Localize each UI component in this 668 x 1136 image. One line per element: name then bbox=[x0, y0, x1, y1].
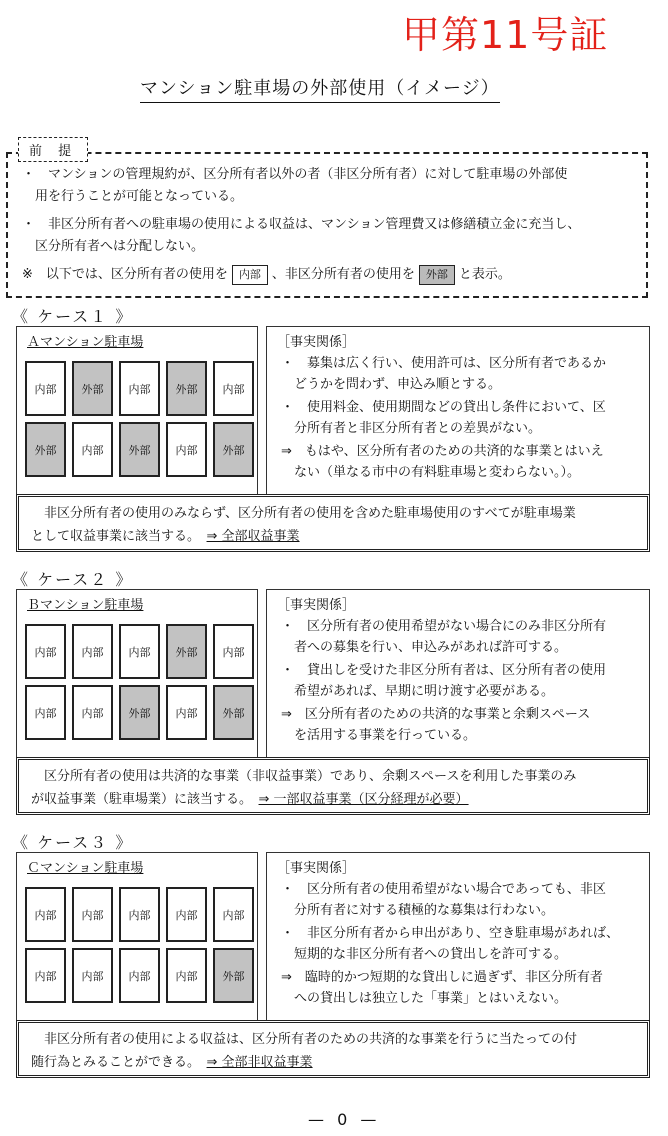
parking-space-internal: 内部 bbox=[72, 685, 113, 740]
parking-lot bbox=[16, 326, 258, 495]
parking-space-internal: 内部 bbox=[119, 948, 160, 1003]
page-title: マンション駐車場の外部使用（イメージ） bbox=[140, 78, 500, 103]
parking-space-internal: 内部 bbox=[72, 422, 113, 477]
parking-space-external: 外部 bbox=[25, 422, 66, 477]
facts-heading: ［事実関係］ bbox=[277, 598, 356, 613]
conclusion-text-part: として収益事業に該当する。 bbox=[31, 529, 194, 544]
premise-line: ・ 非区分所有者への駐車場の使用による収益は、マンション管理費又は修繕積立金に充当し、 bbox=[22, 217, 581, 232]
parking-space-external: 外部 bbox=[72, 361, 113, 416]
outer-legend: 外部 bbox=[419, 265, 455, 285]
parking-space-external: 外部 bbox=[166, 361, 207, 416]
case-heading: 《 ケース２ 》 bbox=[12, 570, 134, 589]
fact-line: 者への募集を行い、申込みがあれば許可する。 bbox=[281, 640, 568, 655]
facts-box bbox=[266, 852, 650, 1021]
fact-line: ・ 区分所有者の使用希望がない場合にのみ非区分所有 bbox=[281, 619, 607, 634]
parking-space-internal: 内部 bbox=[25, 948, 66, 1003]
parking-lot bbox=[16, 852, 258, 1021]
conclusion-result: ⇒ 一部収益事業（区分経理が必要） bbox=[258, 792, 469, 807]
fact-line: ⇒ 臨時的かつ短期的な貸出しに過ぎず、非区分所有者 bbox=[281, 970, 603, 985]
parking-space-internal: 内部 bbox=[166, 422, 207, 477]
conclusion-line bbox=[31, 525, 576, 548]
exhibit-stamp: 甲第11号証 bbox=[402, 13, 609, 57]
parking-space-internal: 内部 bbox=[213, 624, 254, 679]
fact-line: ・ 区分所有者の使用希望がない場合であっても、非区 bbox=[281, 882, 606, 897]
parking-space-internal: 内部 bbox=[213, 887, 254, 942]
inner-legend: 内部 bbox=[232, 265, 268, 285]
conclusion-text-part: 随行為とみることができる。 bbox=[31, 1055, 194, 1070]
conclusion-box bbox=[16, 1020, 650, 1078]
parking-space-external: 外部 bbox=[166, 624, 207, 679]
conclusion-line: 区分所有者の使用は共済的な事業（非収益事業）であり、余剰スペースを利用した事業のみ bbox=[31, 769, 577, 784]
premise-tag: 前 提 bbox=[18, 137, 88, 162]
parking-lot-title: Ｃマンション駐車場 bbox=[27, 861, 144, 876]
parking-lot-title: Ａマンション駐車場 bbox=[27, 335, 144, 350]
parking-space-external: 外部 bbox=[119, 685, 160, 740]
parking-space-external: 外部 bbox=[213, 685, 254, 740]
fact-line: 分所有者に対する積極的な募集は行わない。 bbox=[281, 903, 555, 918]
parking-space-internal: 内部 bbox=[166, 685, 207, 740]
case-heading: 《 ケース３ 》 bbox=[12, 833, 134, 852]
parking-space-internal: 内部 bbox=[119, 361, 160, 416]
parking-space-internal: 内部 bbox=[25, 624, 66, 679]
premise-line: ・ マンションの管理規約が、区分所有者以外の者（非区分所有者）に対して駐車場の外部使 bbox=[22, 167, 568, 182]
parking-space-internal: 内部 bbox=[119, 624, 160, 679]
facts-heading: ［事実関係］ bbox=[277, 861, 356, 876]
parking-space-internal: 内部 bbox=[166, 887, 207, 942]
premise-line: 用を行うことが可能となっている。 bbox=[22, 189, 244, 204]
conclusion-text bbox=[31, 502, 576, 548]
parking-space-internal: 内部 bbox=[72, 887, 113, 942]
facts-list bbox=[281, 879, 619, 1009]
fact-line: 短期的な非区分所有者への貸出しを許可する。 bbox=[281, 947, 568, 962]
conclusion-text-part: が収益事業（駐車場業）に該当する。 bbox=[31, 792, 246, 807]
facts-list bbox=[281, 616, 606, 746]
parking-space-internal: 内部 bbox=[72, 624, 113, 679]
conclusion-line: 非区分所有者の使用による収益は、区分所有者のための共済的な事業を行うに当たっての付 bbox=[31, 1032, 578, 1047]
premise-note: ※ 以下では、区分所有者の使用を 内部 、非区分所有者の使用を 外部 と表示。 bbox=[22, 264, 580, 286]
fact-line: を活用する事業を行っている。 bbox=[281, 728, 477, 743]
fact-line: ⇒ 区分所有者のための共済的な事業と余剰スペース bbox=[281, 707, 591, 722]
fact-line: への貸出しは独立した「事業」とはいえない。 bbox=[281, 991, 568, 1006]
parking-space-internal: 内部 bbox=[213, 361, 254, 416]
facts-list bbox=[281, 353, 606, 483]
parking-space-external: 外部 bbox=[213, 948, 254, 1003]
conclusion-box bbox=[16, 494, 650, 552]
parking-space-external: 外部 bbox=[119, 422, 160, 477]
page-number: — 0 — bbox=[308, 1110, 381, 1129]
conclusion-result: ⇒ 全部非収益事業 bbox=[206, 1055, 313, 1070]
parking-space-internal: 内部 bbox=[25, 887, 66, 942]
premise-line: 区分所有者へは分配しない。 bbox=[22, 239, 205, 254]
conclusion-line: 非区分所有者の使用のみならず、区分所有者の使用を含めた駐車場使用のすべてが駐車場業 bbox=[31, 506, 576, 521]
parking-space-external: 外部 bbox=[213, 422, 254, 477]
fact-line: どうかを問わず、申込み順とする。 bbox=[281, 377, 501, 392]
conclusion-text bbox=[31, 1028, 577, 1074]
premise-text bbox=[22, 164, 580, 286]
fact-line: 希望があれば、早期に明け渡す必要がある。 bbox=[281, 684, 555, 699]
fact-line: ・ 募集は広く行い、使用許可は、区分所有者であるか bbox=[281, 356, 607, 371]
fact-line: ・ 使用料金、使用期間などの貸出し条件において、区 bbox=[281, 400, 606, 415]
parking-space-internal: 内部 bbox=[72, 948, 113, 1003]
facts-box bbox=[266, 589, 650, 758]
facts-heading: ［事実関係］ bbox=[277, 335, 356, 350]
fact-line: 分所有者と非区分所有者との差異がない。 bbox=[281, 421, 542, 436]
fact-line: ⇒ もはや、区分所有者のための共済的な事業とはいえ bbox=[281, 444, 604, 459]
parking-space-internal: 内部 bbox=[25, 361, 66, 416]
parking-space-internal: 内部 bbox=[119, 887, 160, 942]
parking-lot-title: Ｂマンション駐車場 bbox=[27, 598, 144, 613]
conclusion-result: ⇒ 全部収益事業 bbox=[206, 529, 300, 544]
conclusion-line bbox=[31, 788, 576, 811]
fact-line: ・ 非区分所有者から申出があり、空き駐車場があれば、 bbox=[281, 926, 620, 941]
parking-space-internal: 内部 bbox=[25, 685, 66, 740]
conclusion-box bbox=[16, 757, 650, 815]
facts-box bbox=[266, 326, 650, 495]
fact-line: ない（単なる市中の有料駐車場と変わらない。）。 bbox=[281, 465, 581, 480]
conclusion-text bbox=[31, 765, 576, 811]
parking-lot bbox=[16, 589, 258, 758]
conclusion-line bbox=[31, 1051, 577, 1074]
case-heading: 《 ケース１ 》 bbox=[12, 307, 134, 326]
parking-space-internal: 内部 bbox=[166, 948, 207, 1003]
fact-line: ・ 貸出しを受けた非区分所有者は、区分所有者の使用 bbox=[281, 663, 607, 678]
